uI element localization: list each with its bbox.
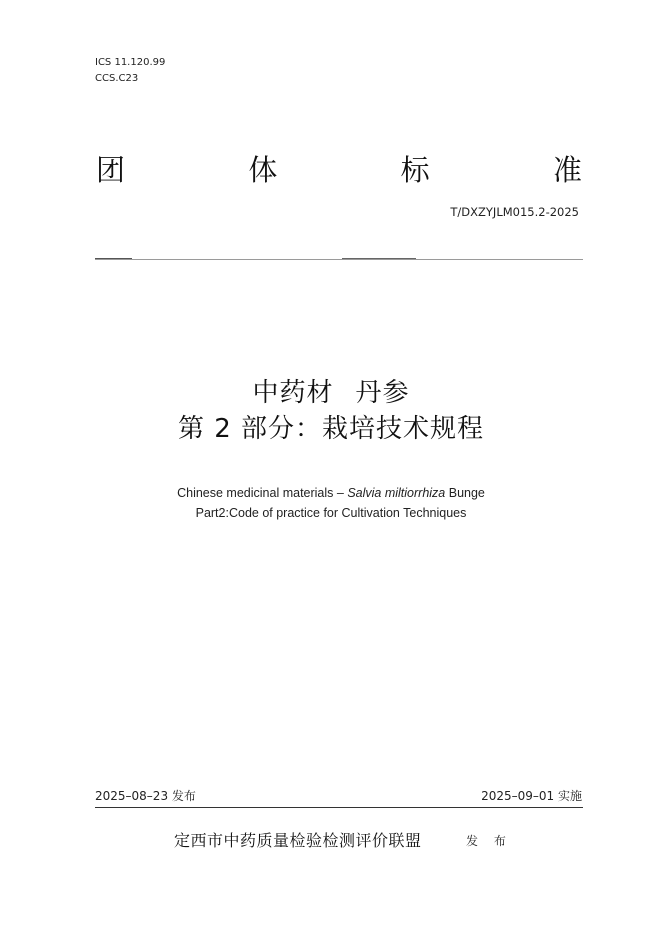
title-cn-line1 xyxy=(0,372,662,409)
title-en-line1 xyxy=(0,486,662,500)
standard-type-char: 标 xyxy=(400,152,430,187)
title-en-prefix: Chinese medicinal materials – xyxy=(177,486,348,500)
title-cn-part-b: 丹参 xyxy=(355,378,410,408)
ccs-code: CCS.C23 xyxy=(95,73,139,84)
ics-code: ICS 11.120.99 xyxy=(95,57,166,68)
title-en-line2: Part2:Code of practice for Cultivation Techniques xyxy=(195,506,467,520)
issue-date: 2025–08–23 发布 xyxy=(95,789,196,803)
title-cn-line2: 第 2 部分：栽培技术规程 xyxy=(177,414,485,444)
implementation-date: 2025–09–01 实施 xyxy=(481,789,582,803)
standard-type-heading xyxy=(96,150,582,186)
title-cn-part-a: 中药材 xyxy=(252,378,334,408)
standard-number: T/DXZYJLM015.2-2025 xyxy=(450,205,579,219)
publisher-name: 定西市中药质量检验检测评价联盟 xyxy=(174,831,422,850)
top-divider xyxy=(95,259,583,260)
title-en-species: Salvia miltiorrhiza xyxy=(347,486,446,500)
bottom-divider xyxy=(95,807,583,808)
title-en-suffix: Bunge xyxy=(445,486,485,500)
top-divider-accent xyxy=(95,258,132,259)
top-divider-accent xyxy=(342,258,416,259)
publish-label: 发 布 xyxy=(466,834,512,848)
standard-type-char: 体 xyxy=(248,152,278,187)
standard-type-char: 准 xyxy=(552,152,582,187)
standard-type-char: 团 xyxy=(96,152,126,187)
